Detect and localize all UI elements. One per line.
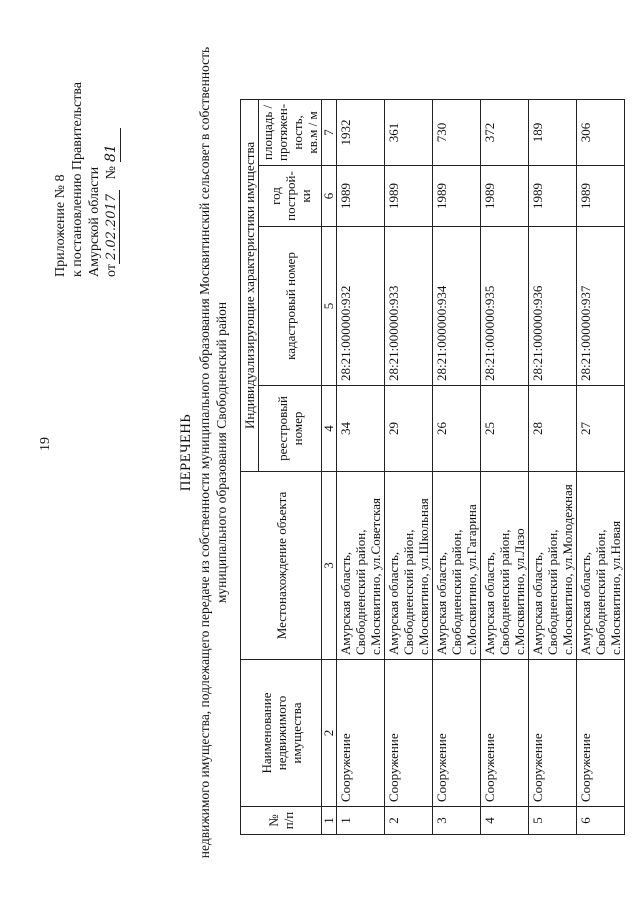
row-year: 1989	[385, 166, 433, 227]
appendix-line-2: к постановлению Правительства	[70, 81, 85, 277]
row-cadastral: 28:21:000000:935	[481, 227, 529, 386]
row-number: 3	[433, 807, 481, 835]
header-reg: реестровый номер	[259, 386, 322, 472]
row-name: Сооружение	[481, 660, 529, 807]
table-row	[433, 99, 481, 834]
row-location: Амурская область, Свободненский район, с.Москвитино, ул.Молодежная	[529, 472, 577, 660]
header-cadastral: кадастровый номер	[259, 227, 322, 386]
header-num: № п/п	[241, 807, 322, 835]
header-year: год построй-ки	[259, 166, 322, 227]
row-year: 1989	[529, 166, 577, 227]
handwritten-number: 81	[103, 128, 121, 162]
row-number: 5	[529, 807, 577, 835]
table-row	[481, 99, 529, 834]
col-number: 3	[322, 472, 337, 660]
row-area: 730	[433, 99, 481, 165]
row-name: Сооружение	[577, 660, 625, 807]
col-number: 1	[322, 807, 337, 835]
row-number: 4	[481, 807, 529, 835]
row-reg: 27	[577, 386, 625, 472]
row-area: 361	[385, 99, 433, 165]
row-name: Сооружение	[337, 660, 385, 807]
header-row-1	[241, 99, 259, 834]
appendix-block	[52, 82, 121, 277]
col-number: 7	[322, 99, 337, 165]
row-name: Сооружение	[385, 660, 433, 807]
row-area: 189	[529, 99, 577, 165]
header-group: Индивидуализирующие характеристики имущества	[241, 99, 259, 471]
row-number: 1	[337, 807, 385, 835]
page-number: 19	[38, 437, 53, 451]
table-row	[337, 99, 385, 834]
row-location: Амурская область, Свободненский район, с.Москвитино, ул.Новая	[577, 472, 625, 660]
row-reg: 29	[385, 386, 433, 472]
handwritten-date: 2.02.2017	[104, 190, 120, 264]
row-year: 1989	[577, 166, 625, 227]
row-area: 306	[577, 99, 625, 165]
header-area: площадь / протяжен-ность, кв.м / м	[259, 99, 322, 165]
row-reg: 34	[337, 386, 385, 472]
number-prefix: №	[104, 166, 119, 180]
appendix-date-line	[103, 82, 121, 277]
row-cadastral: 28:21:000000:936	[529, 227, 577, 386]
row-reg: 26	[433, 386, 481, 472]
row-cadastral: 28:21:000000:933	[385, 227, 433, 386]
col-number: 5	[322, 227, 337, 386]
row-location: Амурская область, Свободненский район, с.Москвитино, ул.Советская	[337, 472, 385, 660]
row-cadastral: 28:21:000000:934	[433, 227, 481, 386]
table-row	[577, 99, 625, 834]
row-year: 1989	[481, 166, 529, 227]
col-number: 2	[322, 660, 337, 807]
row-location: Амурская область, Свободненский район, с.Москвитино, ул.Школьная	[385, 472, 433, 660]
row-cadastral: 28:21:000000:932	[337, 227, 385, 386]
row-cadastral: 28:21:000000:937	[577, 227, 625, 386]
date-prefix: от	[104, 264, 119, 277]
row-reg: 28	[529, 386, 577, 472]
row-number: 2	[385, 807, 433, 835]
table-row	[529, 99, 577, 834]
row-location: Амурская область, Свободненский район, с.Москвитино, ул.Гагарина	[433, 472, 481, 660]
row-area: 372	[481, 99, 529, 165]
appendix-line-1: Приложение № 8	[53, 174, 68, 277]
row-area: 1932	[337, 99, 385, 165]
header-location: Местонахождение объекта	[241, 472, 322, 660]
table-row	[385, 99, 433, 834]
row-name: Сооружение	[529, 660, 577, 807]
row-number: 6	[577, 807, 625, 835]
row-year: 1989	[433, 166, 481, 227]
document-subtitle: недвижимого имущества, подлежащего передаче из собственности муниципального образования Москвитинский сельсовет в собственность муниципального образования Свободненский район	[197, 46, 229, 859]
row-year: 1989	[337, 166, 385, 227]
row-name: Сооружение	[433, 660, 481, 807]
appendix-line-3: Амурской области	[87, 166, 102, 277]
col-number: 4	[322, 386, 337, 472]
row-reg: 25	[481, 386, 529, 472]
document-title: ПЕРЕЧЕНЬ	[178, 413, 194, 492]
header-name: Наименование недвижимого имущества	[241, 660, 322, 807]
row-location: Амурская область, Свободненский район, с.Москвитино, ул.Лазо	[481, 472, 529, 660]
col-number: 6	[322, 166, 337, 227]
column-number-row	[322, 99, 337, 834]
property-table	[240, 99, 625, 835]
